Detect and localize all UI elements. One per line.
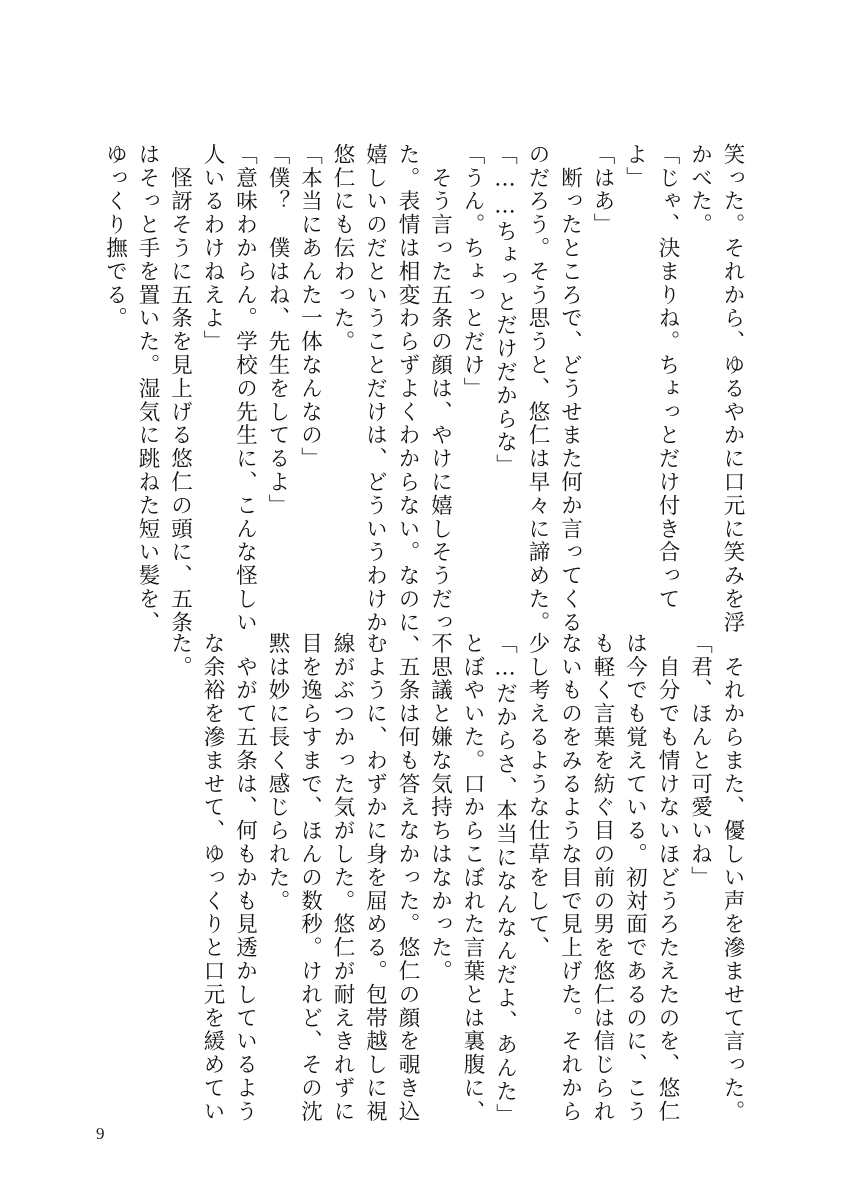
text-line: 怪訝そうに五条を見上げる悠仁の頭に、五条 (167, 143, 193, 635)
text-line: ないものをみるような目で見上げた。それから (557, 632, 583, 1124)
text-line: 「僕？ 僕はね、先生をしてるよ」 (265, 143, 290, 518)
text-line: も軽く言葉を紡ぐ目の前の男を悠仁は信じられ (590, 632, 615, 1124)
text-line: 五条は何も答えなかった。悠仁の顔を覗き込 (395, 632, 420, 1124)
text-line: 「はあ」 (590, 143, 615, 237)
text-line: よ」 (622, 143, 648, 190)
text-line: はそっと手を置いた。湿気に跳ねた短い髪を、 (135, 143, 160, 635)
text-line: とぼやいた。口からこぼれた言葉とは裏腹に、 (460, 632, 485, 1124)
text-line: た。表情は相変わらずよくわからない。なのに、 (395, 143, 420, 658)
text-line: 断ったところで、どうせまた何か言ってくる (557, 143, 583, 635)
text-line: 線がぶつかった気がした。悠仁が耐えきれずに (330, 632, 355, 1124)
text-line: 「君、ほんと可愛いね」 (687, 632, 713, 890)
text-line: のだろう。そう思うと、悠仁は早々に諦めた。 (525, 143, 550, 635)
text-line: 「うん。ちょっとだけ」 (460, 143, 485, 401)
text-line: 「本当にあんた一体なんなの」 (297, 143, 323, 471)
text-line: むように、わずかに身を屈める。包帯越しに視 (362, 632, 388, 1124)
text-line: 「……ちょっとだけだからな」 (492, 143, 518, 478)
text-line: た。 (167, 632, 193, 679)
text-line: 少し考えるような仕草をして、 (525, 632, 550, 960)
text-line: かべた。 (687, 143, 713, 237)
text-line: 黙は妙に長く感じられた。 (265, 632, 290, 913)
text-line: 「意味わからん。学校の先生に、こんな怪しい (232, 143, 258, 635)
page-number: 9 (96, 1124, 105, 1143)
text-line: そう言った五条の顔は、やけに嬉しそうだっ (427, 143, 453, 635)
text-line: 悠仁にも伝わった。 (330, 143, 355, 354)
text-line: 人いるわけねえよ」 (200, 143, 225, 354)
text-line: 「じゃ、決まりね。ちょっとだけ付き合って (655, 143, 680, 611)
lower-text-block (163, 632, 748, 1127)
text-line: は今でも覚えている。初対面であるのに、こう (622, 632, 648, 1124)
text-line: 目を逸らすまで、ほんの数秒。けれど、その沈 (297, 632, 323, 1124)
text-line: 自分でも情けないほどうろたえたのを、悠仁 (655, 632, 680, 1124)
text-line: 笑った。それから、ゆるやかに口元に笑みを浮 (720, 143, 745, 635)
text-line: 嬉しいのだということだけは、どういうわけか (362, 143, 388, 635)
text-line: な余裕を滲ませて、ゆっくりと口元を緩めてい (200, 632, 225, 1124)
text-line: やがて五条は、何もかも見透かしているよう (232, 632, 258, 1124)
text-line: 「…だからさ、本当になんなんだよ、あんた」 (492, 632, 518, 1127)
upper-text-block (98, 143, 748, 658)
text-line: それからまた、優しい声を滲ませて言った。 (720, 632, 745, 1124)
text-line: 不思議と嫌な気持ちはなかった。 (427, 632, 453, 983)
text-line: ゆっくり撫でる。 (102, 143, 128, 331)
